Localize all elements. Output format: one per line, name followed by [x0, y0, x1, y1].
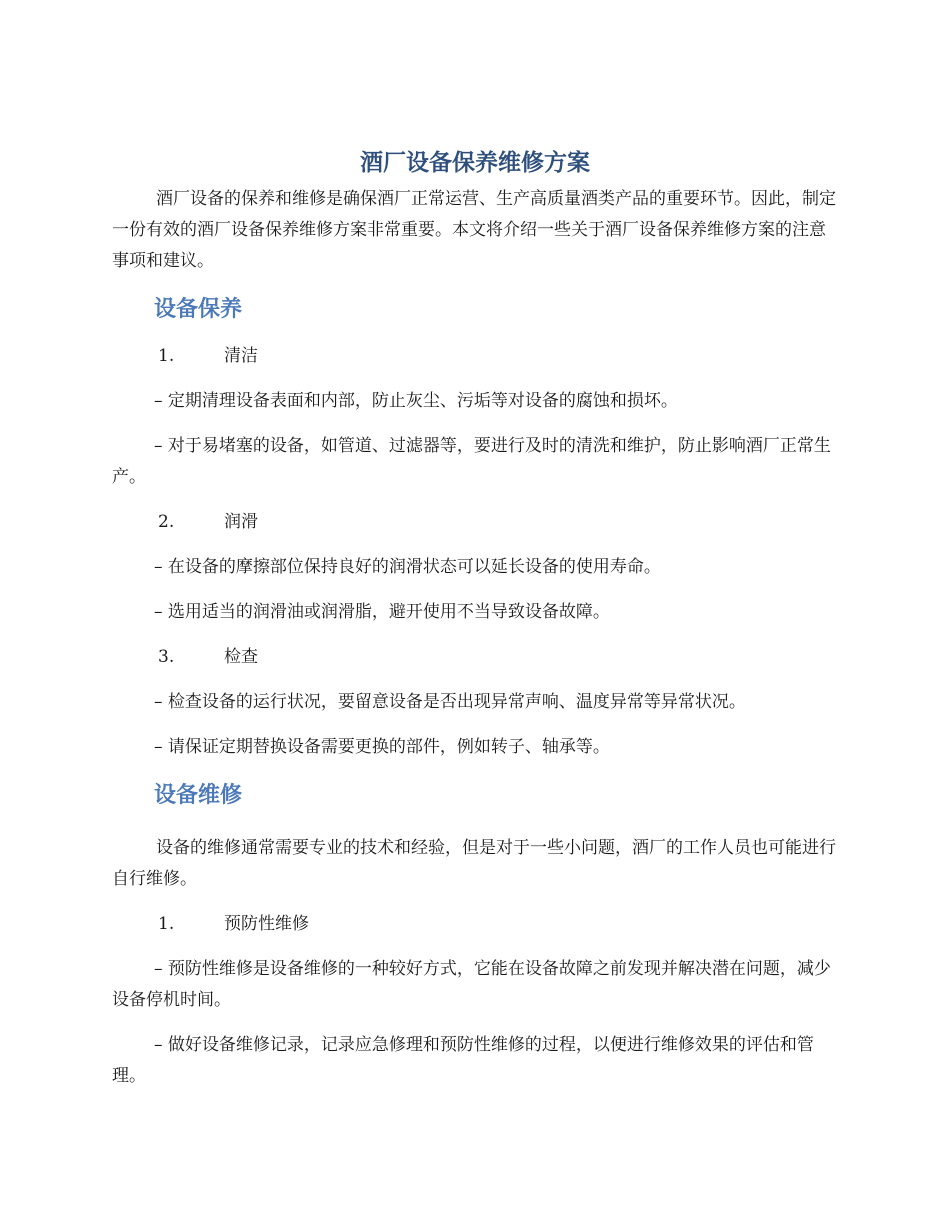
item-number: 1.	[158, 346, 175, 366]
bullet-text: – 请保证定期替换设备需要更换的部件，例如转子、轴承等。	[154, 737, 610, 757]
bullet-text: – 检查设备的运行状况，要留意设备是否出现异常声响、温度异常等异常状况。	[154, 692, 746, 712]
item-label: 清洁	[224, 346, 258, 366]
bullet-text: – 预防性维修是设备维修的一种较好方式，它能在设备故障之前发现并解决潜在问题，减少设备停机时间。	[112, 959, 831, 1010]
numbered-item-cleaning	[158, 341, 838, 372]
item-number: 2.	[158, 512, 175, 532]
bullet-text: – 选用适当的润滑油或润滑脂，避开使用不当导致设备故障。	[154, 602, 610, 622]
item-number: 1.	[158, 914, 175, 934]
item-label: 润滑	[224, 512, 258, 532]
bullet-text: – 对于易堵塞的设备，如管道、过滤器等，要进行及时的清洗和维护，防止影响酒厂正常生产。	[112, 436, 831, 487]
section-heading-repair: 设备维修	[154, 783, 243, 808]
numbered-item-lubrication	[158, 507, 838, 538]
item-label: 检查	[224, 647, 258, 667]
section-heading-maintenance: 设备保养	[154, 297, 243, 322]
intro-paragraph: 酒厂设备的保养和维修是确保酒厂正常运营、生产高质量酒类产品的重要环节。因此，制定一份有效的酒厂设备保养维修方案非常重要。本文将介绍一些关于酒厂设备保养维修方案的注意事项和建议。	[112, 189, 836, 271]
numbered-item-inspection	[158, 642, 838, 673]
bullet-text: – 在设备的摩擦部位保持良好的润滑状态可以延长设备的使用寿命。	[154, 557, 661, 577]
item-label: 预防性维修	[224, 914, 309, 934]
bullet-text: – 做好设备维修记录，记录应急修理和预防性维修的过程，以便进行维修效果的评估和管理。	[112, 1035, 814, 1086]
item-number: 3.	[158, 647, 175, 667]
document-title: 酒厂设备保养维修方案	[360, 150, 590, 176]
repair-intro-paragraph: 设备的维修通常需要专业的技术和经验，但是对于一些小问题，酒厂的工作人员也可能进行自行维修。	[112, 838, 836, 889]
bullet-text: – 定期清理设备表面和内部，防止灰尘、污垢等对设备的腐蚀和损坏。	[154, 391, 678, 411]
numbered-item-preventive-repair	[158, 909, 838, 940]
